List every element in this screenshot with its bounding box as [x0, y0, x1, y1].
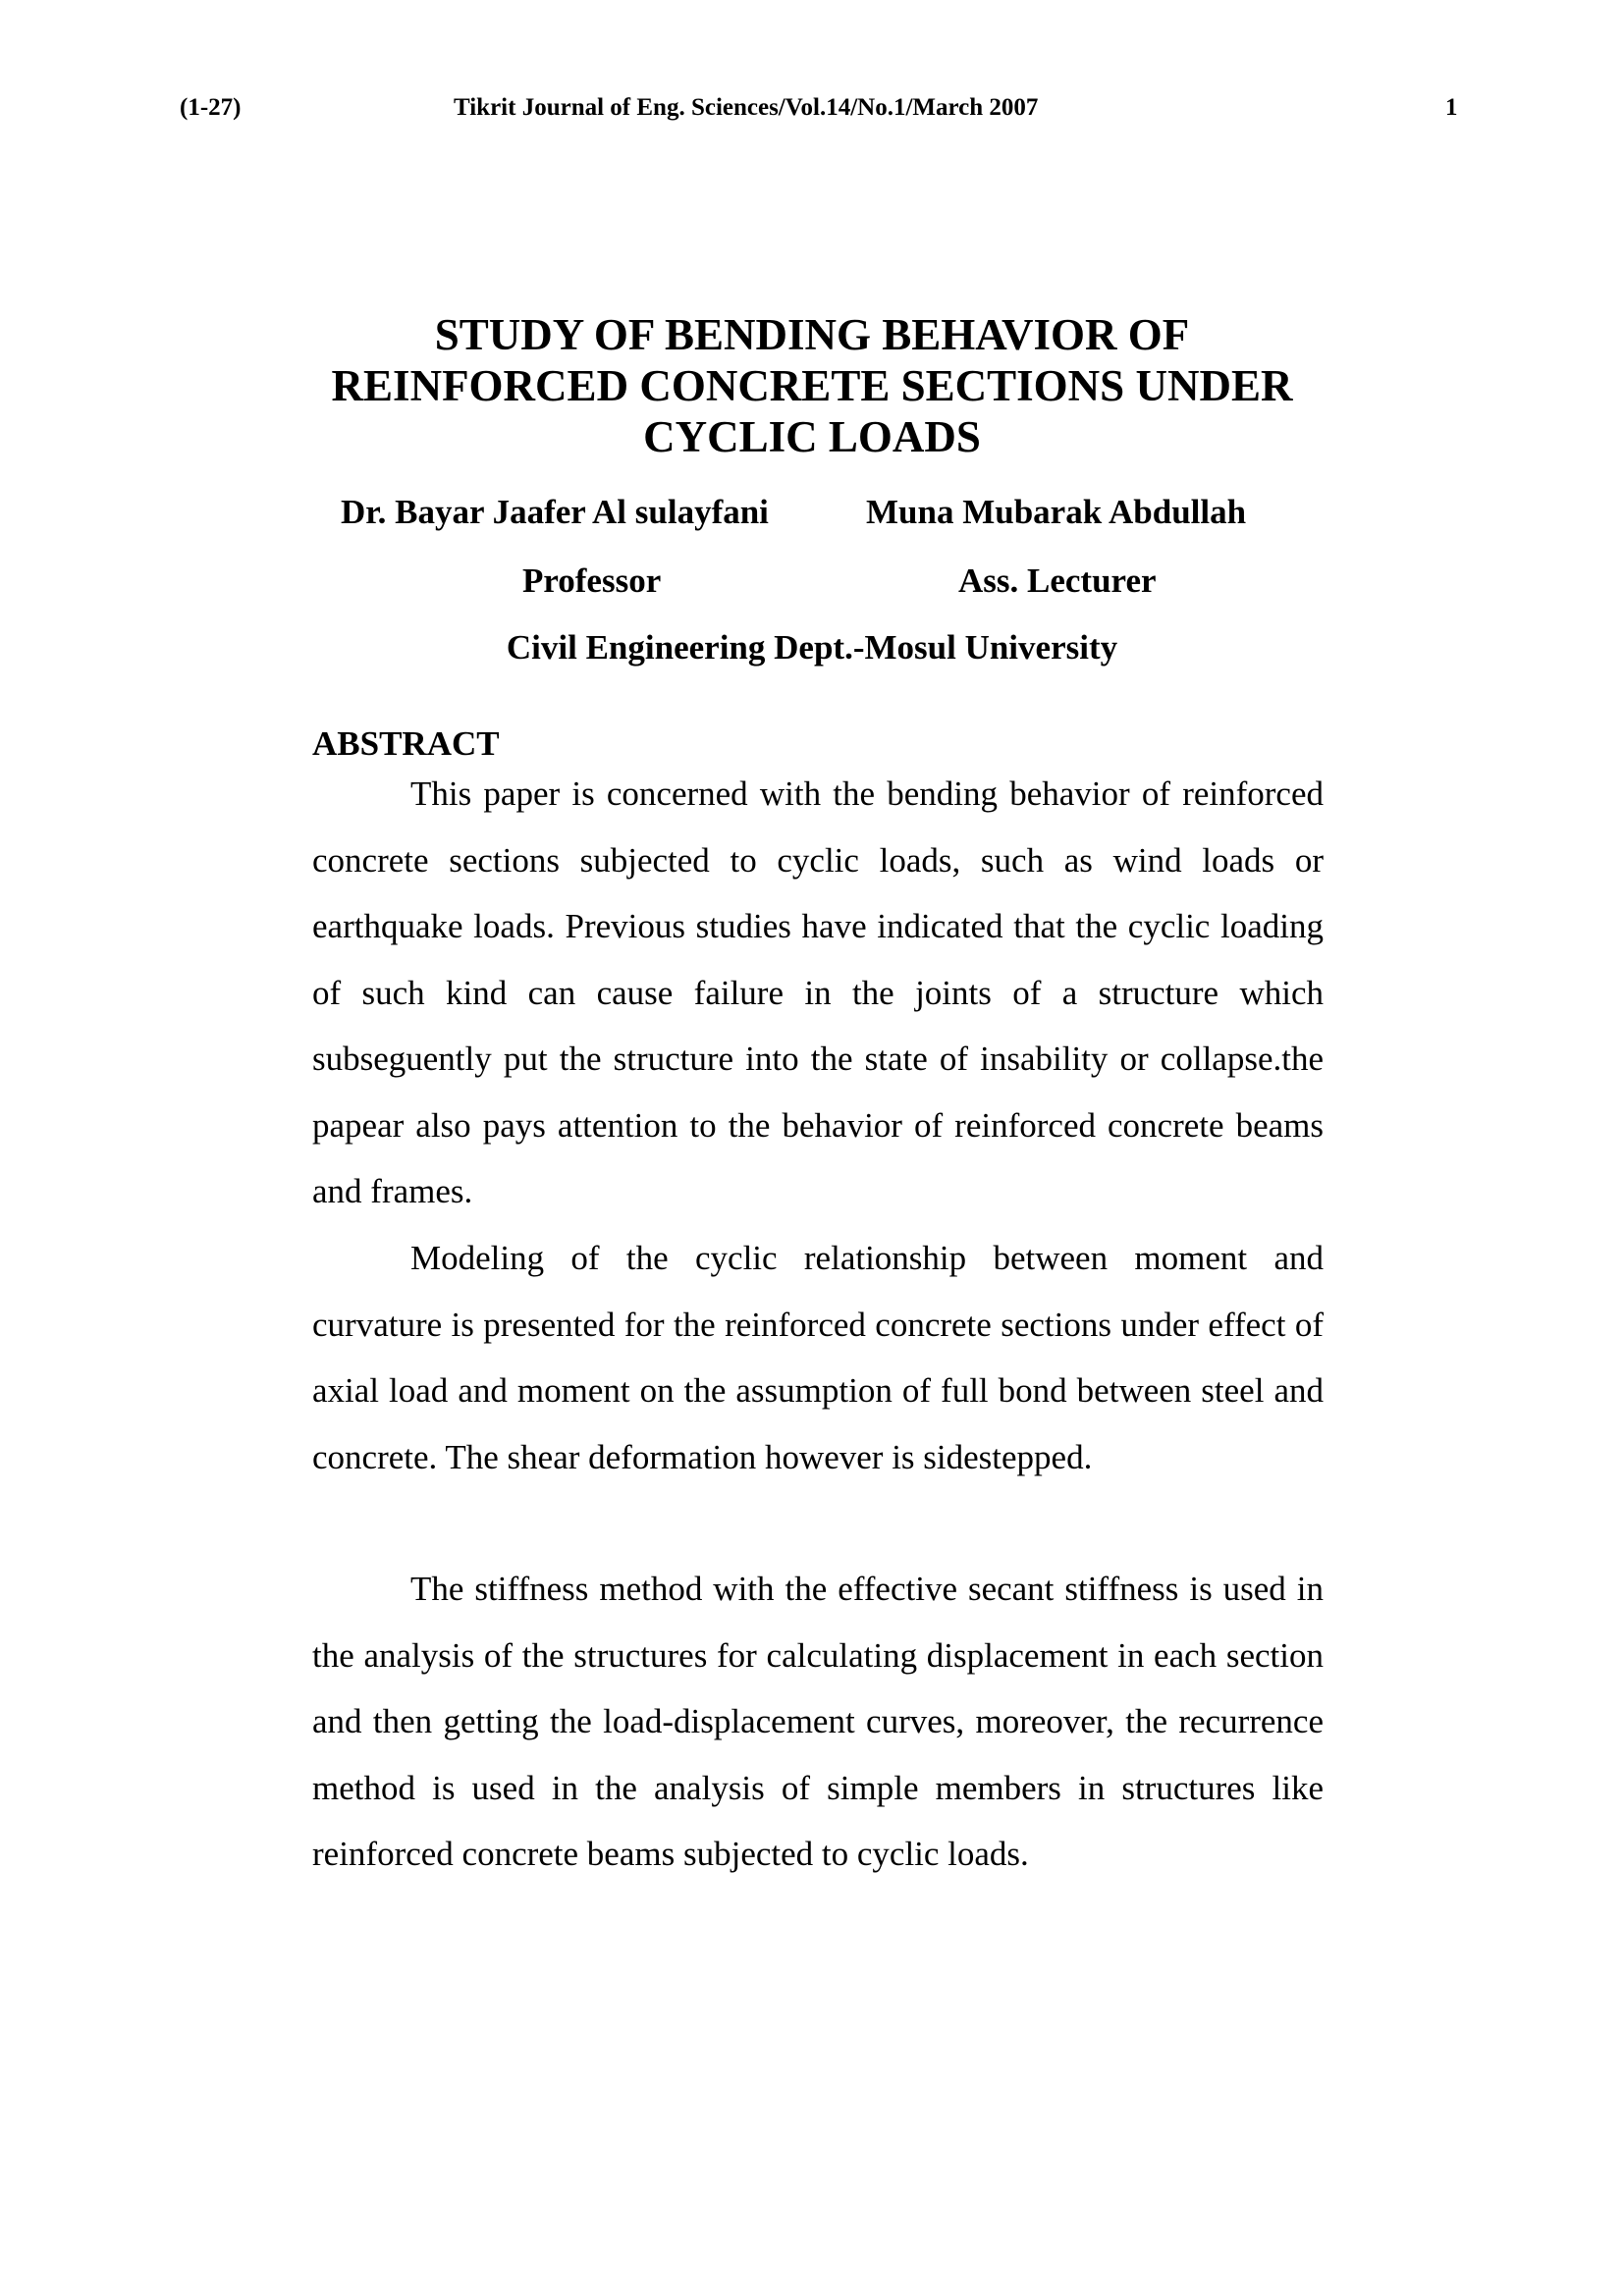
paper-title [0, 309, 1624, 462]
paragraph-text: The stiffness method with the effective secant stiffness is used in the analysis of the structures for calculating displacement in each section and then getting the load-displacement curves, moreover, the recurrence method is used in the analysis of simple members in structures like reinforced concrete beams subjected to cyclic loads. [312, 1570, 1324, 1873]
title-line: REINFORCED CONCRETE SECTIONS UNDER [331, 361, 1293, 410]
abstract-paragraph-1 [312, 761, 1324, 1225]
author-name: Dr. Bayar Jaafer Al sulayfani [341, 493, 769, 531]
abstract-paragraph-3 [312, 1556, 1324, 1888]
affiliation: Civil Engineering Dept.-Mosul University [506, 628, 1118, 667]
page-range: (1-27) [180, 94, 242, 121]
running-header [0, 94, 1624, 133]
title-line: STUDY OF BENDING BEHAVIOR OF [434, 310, 1190, 359]
paragraph-text: Modeling of the cyclic relationship between moment and curvature is presented for the reinforced concrete sections under effect of axial load and moment on the assumption of full bond between steel and concrete. The shear deformation however is sidestepped. [312, 1239, 1324, 1476]
paragraph-text: This paper is concerned with the bending behavior of reinforced concrete sections subjected to cyclic loads, such as wind loads or earthquake loads. Previous studies have indicated that the cyclic loading of such kind can cause failure in the joints of a structure which subseguently put the structure into the state of insability or collapse.the papear also pays attention to the behavior of reinforced concrete beams and frames. [312, 774, 1324, 1210]
page-number: 1 [1445, 94, 1458, 121]
abstract-heading: ABSTRACT [312, 724, 500, 763]
author-role: Ass. Lecturer [958, 561, 1157, 600]
journal-citation: Tikrit Journal of Eng. Sciences/Vol.14/No.1/March 2007 [454, 94, 1039, 121]
author-name: Muna Mubarak Abdullah [866, 493, 1247, 531]
title-line: CYCLIC LOADS [643, 412, 981, 461]
abstract-paragraph-2 [312, 1225, 1324, 1490]
author-role: Professor [522, 561, 662, 600]
